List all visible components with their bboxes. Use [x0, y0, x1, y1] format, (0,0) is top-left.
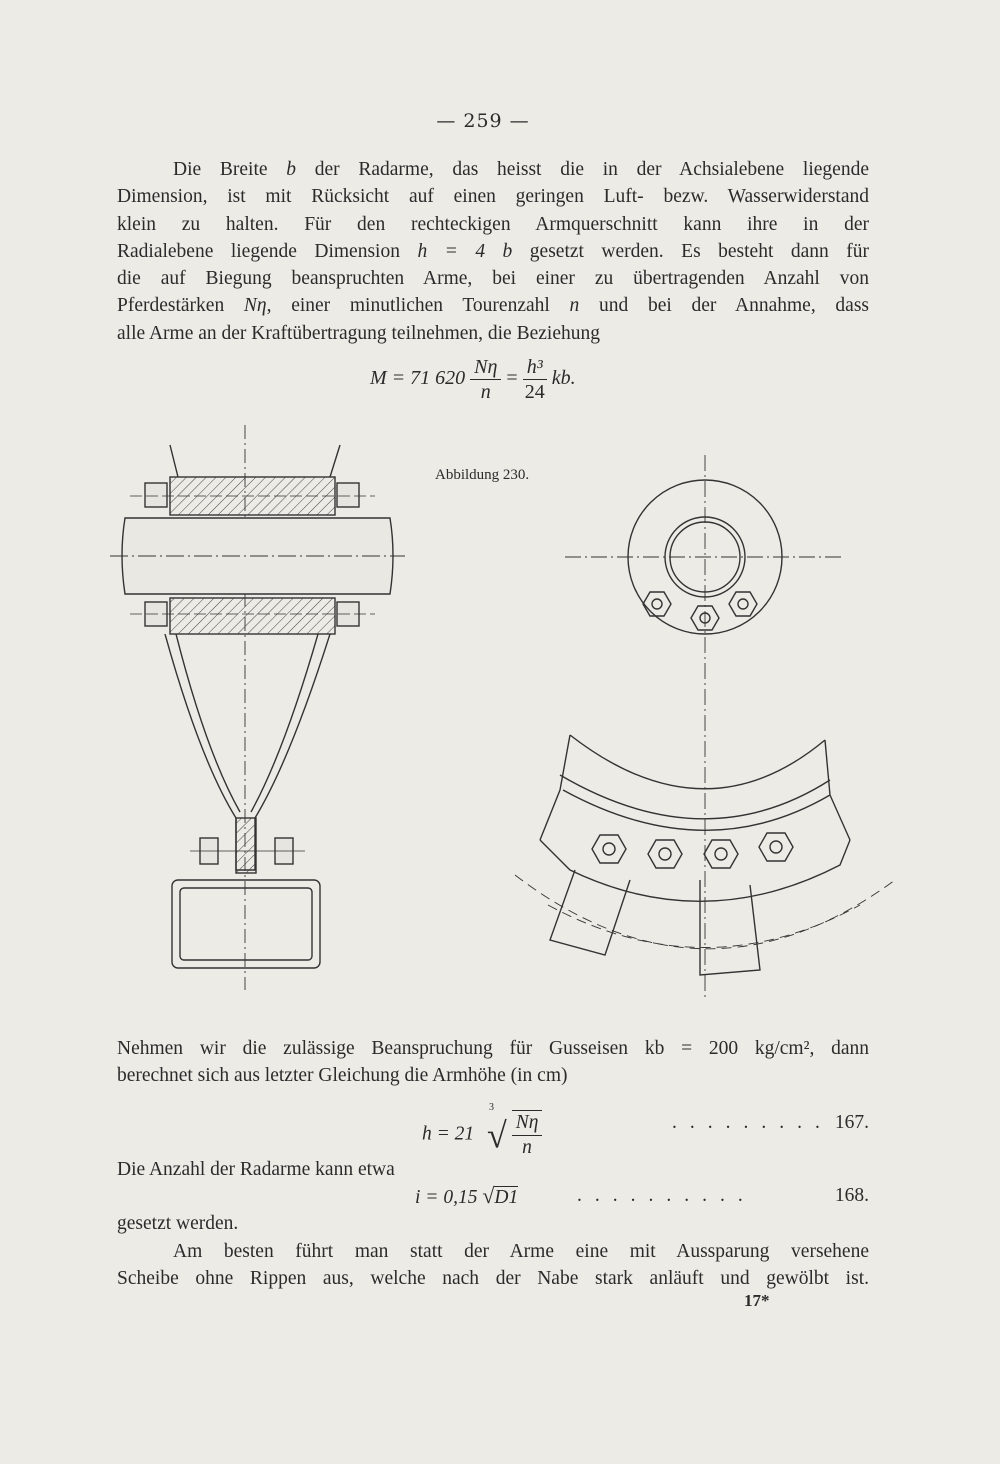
equation-number: 167. [834, 1112, 869, 1133]
equation-167: h = 21 3 √ $\frac{N\eta}{n}$ ......... 167. [422, 1102, 869, 1158]
paragraph-disc [117, 1238, 869, 1293]
text-line: alle Arme an der Kraftübertragung teilnehmen, die Beziehung [117, 322, 600, 344]
text-line: Scheibe ohne Rippen aus, welche nach der Nabe stark anläuft und gewölbt ist. [117, 1268, 869, 1290]
text-line: gesetzt werden. [117, 1213, 239, 1234]
paragraph-arm-count [117, 1156, 869, 1183]
text-line: Nehmen wir die zulässige Beanspruchung für Gusseisen kb = 200 kg/cm², dann [117, 1038, 869, 1059]
fraction-height: $\frac{\text{h³}}{24}$ [524, 356, 545, 403]
text-line: Am besten führt man statt der Arme eine mit Aussparung versehene [173, 1241, 869, 1262]
eq167-lhs: h = 21 [422, 1123, 475, 1145]
hub-bolt-icon [729, 592, 757, 616]
signature-mark: 17* [744, 1291, 770, 1310]
section-view [110, 425, 405, 990]
bolt-nut-icon [337, 483, 359, 507]
equation-number: 168. [834, 1185, 869, 1206]
front-view [515, 455, 895, 1000]
radicand: D1 [494, 1187, 519, 1208]
page-number: — 259 — [436, 110, 530, 132]
rim-bolt-icon [592, 835, 626, 863]
bolt-nut-icon [145, 483, 167, 507]
eq168-lhs: i = 0,15 [415, 1187, 478, 1208]
text-line: Radialebene liegende Dimension h = 4 b gesetzt werden. Es besteht dann für [117, 240, 869, 262]
rim-section [172, 880, 320, 968]
root-index: 3 [489, 1102, 495, 1113]
paragraph-set [117, 1210, 869, 1237]
text-line: Dimension, ist mit Rücksicht auf einen geringen Luft- bezw. Wasserwiderstand [117, 186, 869, 208]
text-line: berechnet sich aus letzter Gleichung die Armhöhe (in cm) [117, 1065, 568, 1087]
text-line: klein zu halten. Für den rechteckigen Armquerschnitt kann ihre in der [117, 213, 869, 235]
text-line: Die Anzahl der Radarme kann etwa [117, 1159, 395, 1180]
text-line: Pferdestärken Nη, einer minutlichen Tourenzahl n und bei der Annahme, dass [117, 295, 869, 317]
rim-bolt-icon [648, 840, 682, 868]
moment-formula: M = 71 620 $\frac{N\eta}{n}$ = $\frac{\text{h³}}{24}$ kb. [370, 356, 576, 403]
figure-caption: Abbildung 230. [435, 467, 530, 483]
leader-dots: .......... [577, 1185, 756, 1206]
equation-168: i = 0,15 √D1 .......... 168. [415, 1183, 869, 1208]
rim-arc [570, 735, 825, 789]
leader-dots: ......... [672, 1112, 833, 1133]
lower-hub-section [170, 598, 335, 634]
fraction-power-speed: $\frac{N\eta}{n}$ [470, 355, 501, 404]
arm-foot [550, 870, 630, 955]
rim-bolt-icon [704, 840, 738, 868]
paragraph-stress [117, 1035, 869, 1090]
text-line: die auf Biegung beanspruchten Arme, bei einer zu übertragenden Anzahl von [117, 268, 869, 290]
hub-bolt-icon [643, 592, 671, 616]
rim-bolt-icon [759, 833, 793, 861]
text-line: Die Breite b der Radarme, das heisst die in der Achsialebene liegende [173, 159, 869, 180]
arm-foot [700, 880, 760, 975]
